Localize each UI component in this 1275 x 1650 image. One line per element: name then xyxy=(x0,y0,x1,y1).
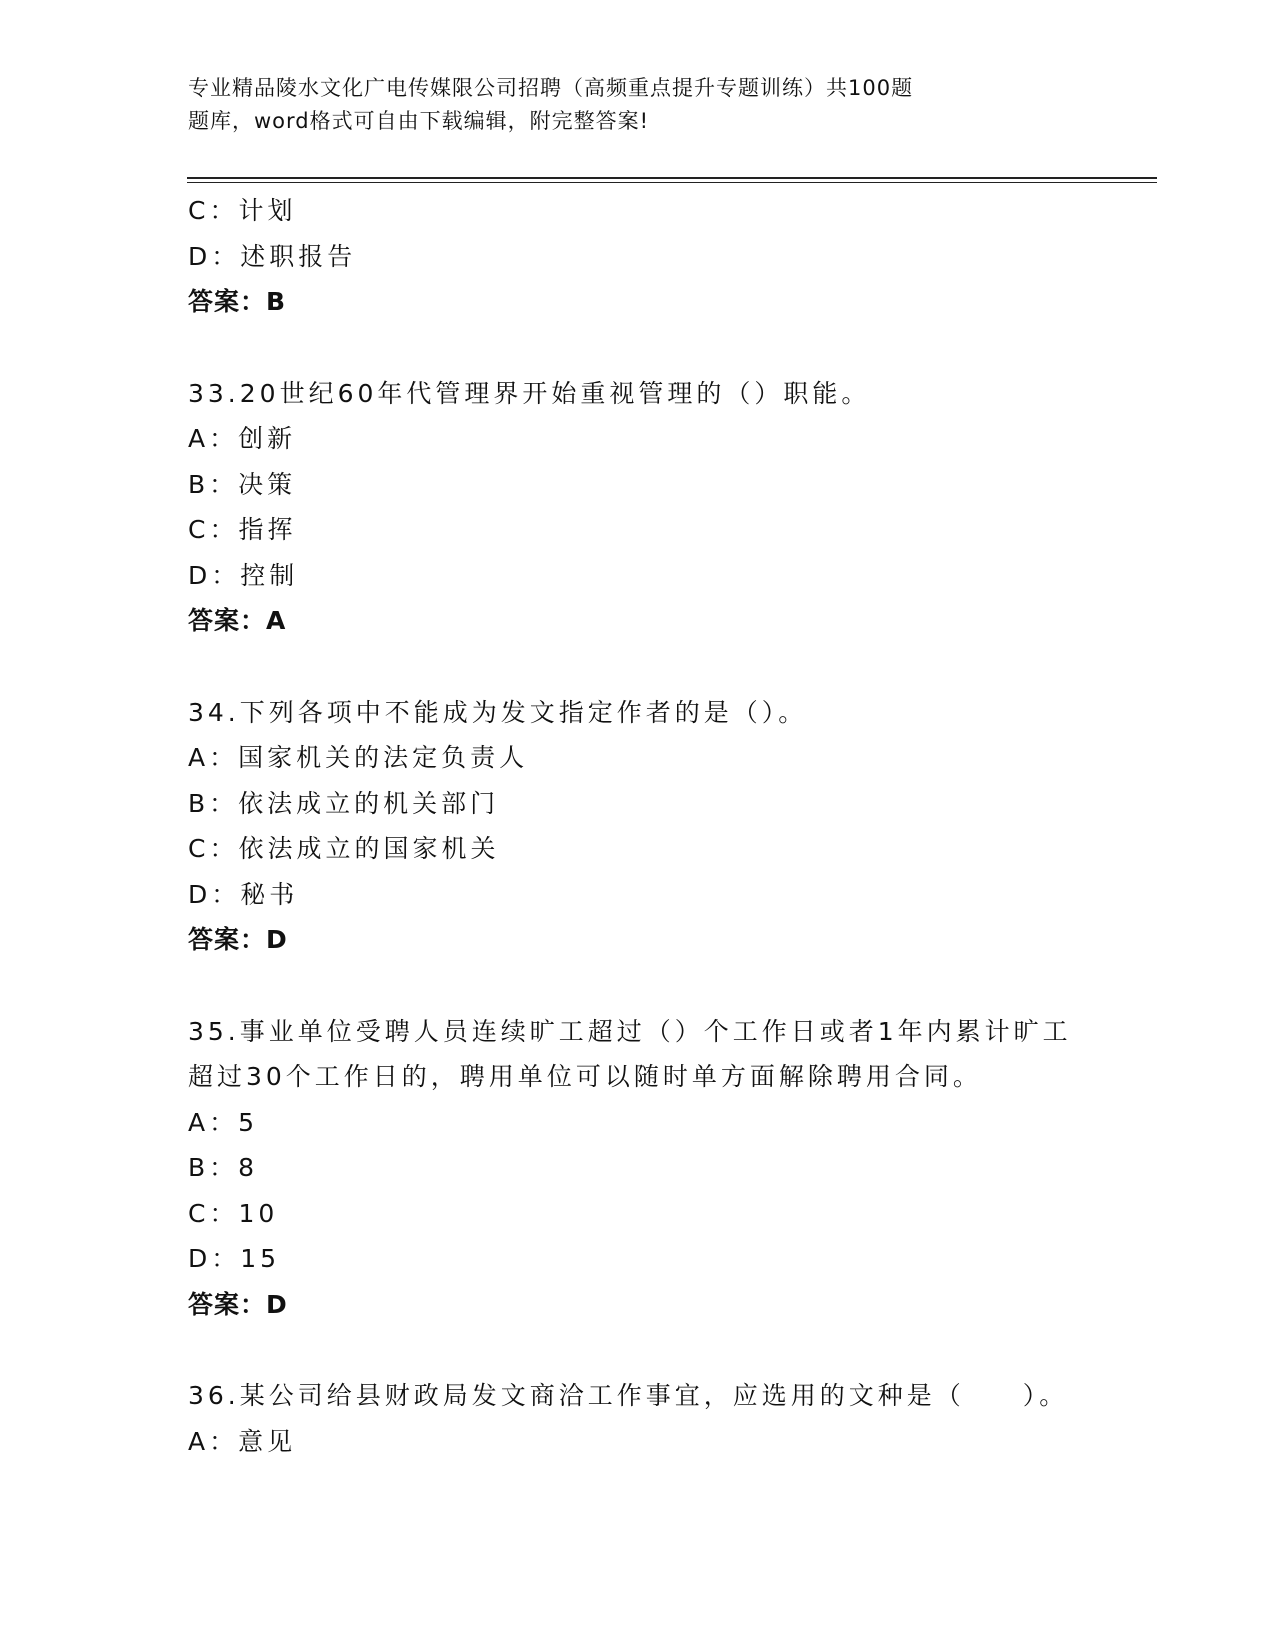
option-c: C：计划 xyxy=(188,196,297,225)
option-c: C：依法成立的国家机关 xyxy=(188,834,500,863)
question-list xyxy=(188,188,1088,1464)
question-stem-line-1: 35.事业单位受聘人员连续旷工超过（）个工作日或者1年内累计旷工 xyxy=(188,1016,1072,1046)
option-a: A：国家机关的法定负责人 xyxy=(188,743,529,772)
option-a: A：创新 xyxy=(188,424,297,453)
option-a: A：5 xyxy=(188,1107,259,1137)
option-c: C：指挥 xyxy=(188,515,297,544)
question-34 xyxy=(188,690,1088,963)
question-stem: 33.20世纪60年代管理界开始重视管理的（）职能。 xyxy=(188,378,871,408)
option-b: B：依法成立的机关部门 xyxy=(188,788,500,818)
question-35 xyxy=(188,1009,1088,1328)
answer-label: 答案：D xyxy=(188,925,288,954)
option-d: D：述职报告 xyxy=(188,241,357,271)
header-divider-thin xyxy=(187,182,1157,183)
document-header xyxy=(188,72,1068,138)
question-36 xyxy=(188,1373,1088,1464)
question-fragment xyxy=(188,188,1088,325)
answer-label: 答案：B xyxy=(188,287,287,316)
header-divider-thick xyxy=(187,177,1157,179)
answer-label: 答案：D xyxy=(188,1289,288,1319)
question-33 xyxy=(188,371,1088,644)
question-stem-line-2: 超过30个工作日的，聘用单位可以随时单方面解除聘用合同。 xyxy=(188,1062,982,1091)
option-c: C：10 xyxy=(188,1198,279,1228)
question-stem: 36.某公司给县财政局发文商洽工作事宜，应选用的文种是（ ）。 xyxy=(188,1381,1069,1410)
option-b: B：8 xyxy=(188,1153,259,1182)
option-a: A：意见 xyxy=(188,1426,297,1456)
option-b: B：决策 xyxy=(188,469,297,499)
option-d: D：15 xyxy=(188,1244,281,1273)
answer-label: 答案：A xyxy=(188,606,287,635)
header-line-1: 专业精品陵水文化广电传媒限公司招聘（高频重点提升专题训练）共100题 xyxy=(188,76,914,100)
option-d: D：控制 xyxy=(188,560,299,590)
question-stem: 34.下列各项中不能成为发文指定作者的是（）。 xyxy=(188,697,808,727)
header-line-2: 题库，word格式可自由下载编辑，附完整答案! xyxy=(188,109,650,133)
option-d: D：秘书 xyxy=(188,879,299,909)
